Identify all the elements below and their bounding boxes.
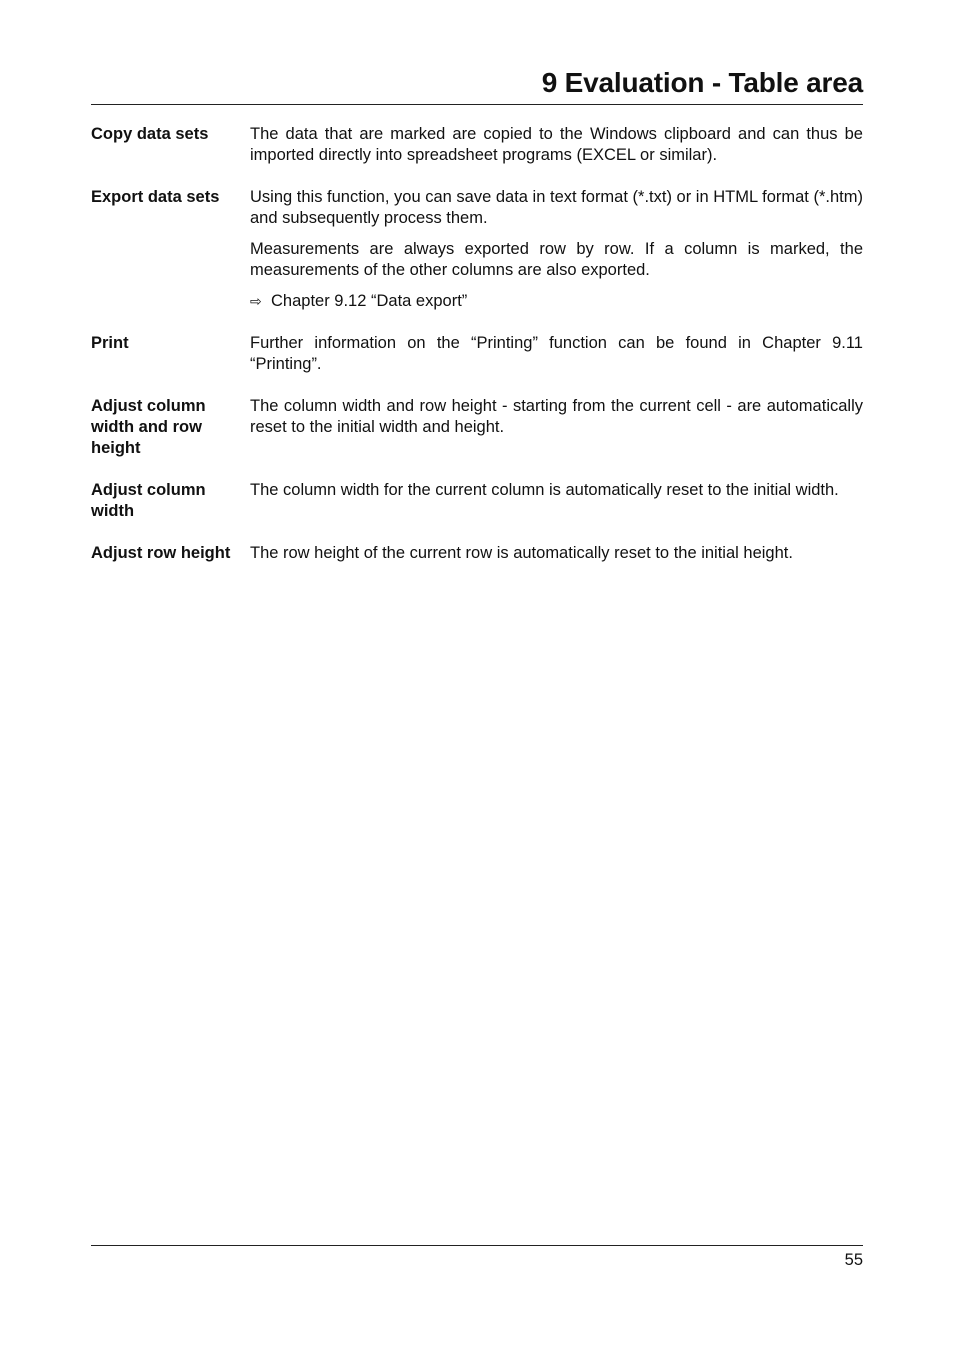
term-label: Adjust row height [91,544,231,562]
term-description [250,396,863,459]
footer-divider [91,1245,863,1246]
description-paragraph: Further information on the “Printing” function can be found in Chapter 9.11 “Printing”. [250,334,863,373]
cross-reference [250,291,863,312]
term-description [250,480,863,522]
description-paragraph: Measurements are always exported row by row. If a column is marked, the measurements of the other columns are also exported. [250,240,863,279]
term-description [250,124,863,166]
term-description [250,187,863,312]
page-number: 55 [844,1251,863,1269]
page-title: 9 Evaluation - Table area [541,67,863,98]
description-paragraph: The data that are marked are copied to the Windows clipboard and can thus be imported directly into spreadsheet programs (EXCEL or similar). [250,125,863,164]
description-paragraph: The column width and row height - starting from the current cell - are automatically reset to the initial width and height. [250,397,863,436]
entry-copy-data-sets [91,124,863,166]
entry-adjust-column-width [91,480,863,522]
entry-adjust-row-height [91,543,863,564]
term-description [250,333,863,375]
entry-adjust-column-width-and-row-height [91,396,863,459]
term-label: Print [91,334,129,352]
term-label: Export data sets [91,188,220,206]
arrow-right-icon: ⇨ [250,293,262,309]
entry-export-data-sets [91,187,863,312]
term-label: Adjust column width and row height [91,397,206,457]
description-paragraph: Using this function, you can save data in text format (*.txt) or in HTML format (*.htm) and subsequently process them. [250,188,863,227]
description-paragraph: The row height of the current row is automatically reset to the initial height. [250,544,793,562]
description-paragraph: The column width for the current column is automatically reset to the initial width. [250,481,839,499]
cross-reference-text: Chapter 9.12 “Data export” [271,292,468,310]
term-label: Adjust column width [91,481,206,520]
entry-print [91,333,863,375]
header-divider [91,104,863,105]
term-description [250,543,863,564]
term-label: Copy data sets [91,125,209,143]
definition-list [91,124,863,585]
